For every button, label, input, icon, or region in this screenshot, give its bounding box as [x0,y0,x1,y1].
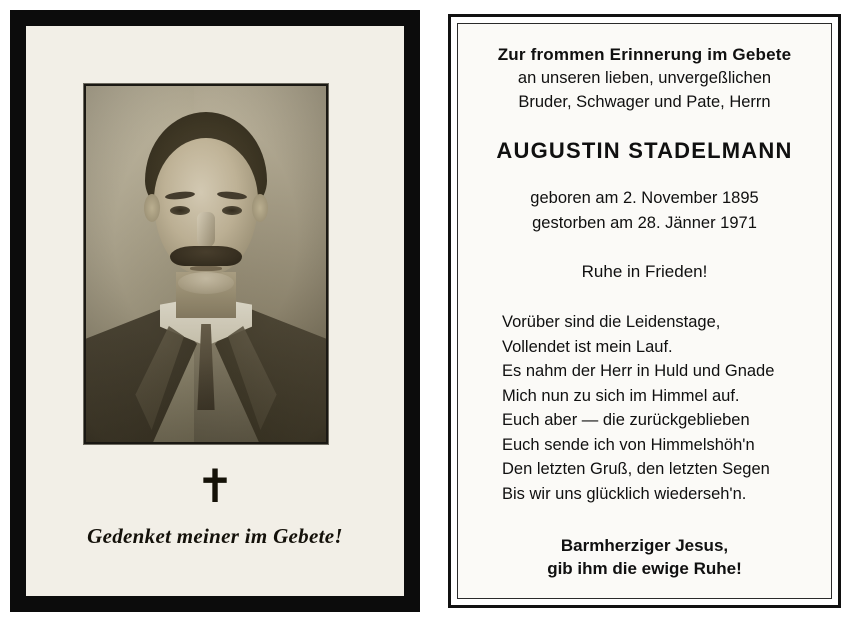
verse-line: Vollendet ist mein Lauf. [502,337,673,356]
verse-line: Den letzten Gruß, den letzten Segen [502,460,770,478]
portrait-photo [86,86,326,442]
closing-line-1: Barmherziger Jesus, [560,536,729,555]
cross-icon: ✝ [195,461,235,512]
closing-prayer [476,534,813,580]
left-card-paper [26,26,404,596]
dedication-line-1: Zur frommen Erinnerung im Gebete [497,45,792,64]
left-card-panel [10,10,420,612]
right-card-paper [457,23,832,599]
verse-line: Mich nun zu sich im Himmel auf. [502,386,740,405]
death-date: gestorben am 28. Jänner 1971 [532,214,757,232]
life-dates [476,186,813,236]
birth-date: geboren am 2. November 1895 [530,189,759,207]
verse-line: Euch aber — die zurückgeblieben [502,411,750,429]
rest-in-peace-text: Ruhe in Frieden! [581,262,708,281]
verse-line: Es nahm der Herr in Huld und Gnade [502,362,775,380]
closing-line-2: gib ihm die ewige Ruhe! [547,559,742,578]
right-card-panel [448,14,841,608]
dedication-line-2: an unseren lieben, unvergeßlichen [517,69,772,87]
photo-vignette [86,86,326,442]
deceased-name: AUGUSTIN STADELMANN [496,138,793,163]
dedication-line-3: Bruder, Schwager und Pate, Herrn [518,93,771,111]
portrait-photo-frame [84,84,328,444]
verse-line: Bis wir uns glücklich wiederseh'n. [502,484,747,503]
verse-line: Vorüber sind die Leidenstage, [502,313,721,331]
memorial-caption: Gedenket meiner im Gebete! [87,524,343,548]
memorial-verse [476,310,813,506]
verse-line: Euch sende ich von Himmelshöh'n [502,435,755,454]
